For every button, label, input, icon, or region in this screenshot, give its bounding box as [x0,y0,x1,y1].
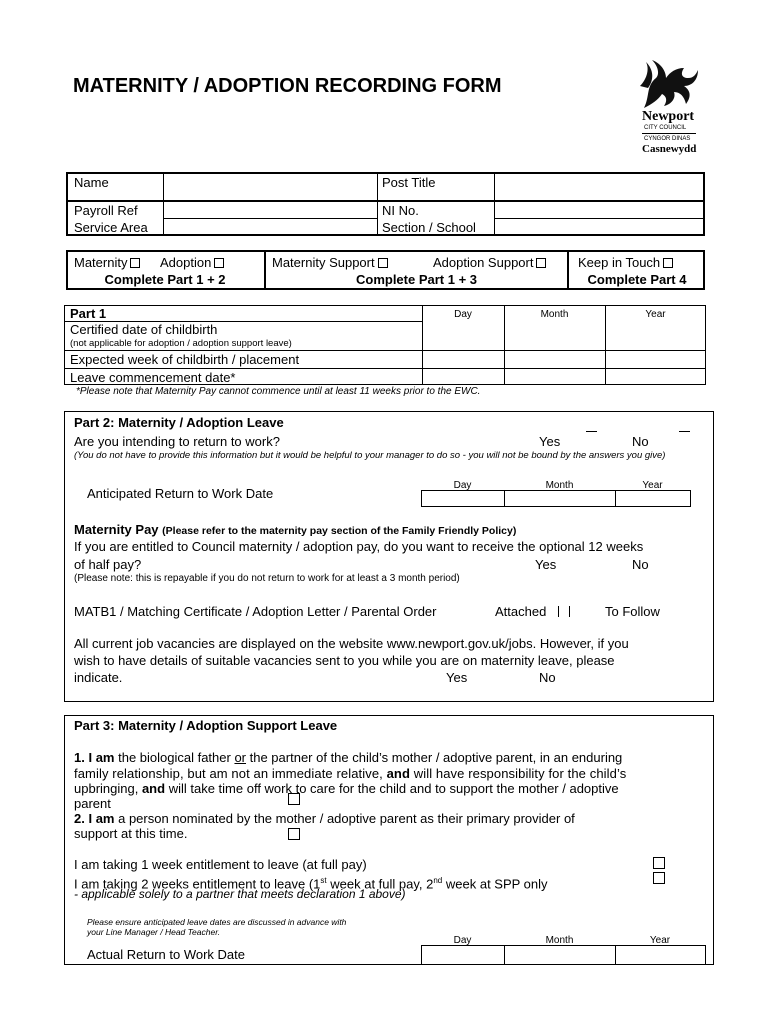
payroll-field[interactable] [165,203,375,217]
vacancies-line3: indicate. [74,670,123,685]
part1-table [64,305,706,385]
certified-year-field[interactable] [606,322,706,350]
anticipated-date-field[interactable] [421,490,691,507]
declaration1-line4: parent [74,796,111,811]
option-note: - applicable solely to a partner that meets declaration 1 above) [74,887,406,901]
return-no-label: No [632,434,649,449]
maternity-option[interactable] [74,255,140,270]
name-field[interactable] [165,174,375,199]
part1-note: *Please note that Maternity Pay cannot commence until at least 11 weeks prior to the EWC. [76,386,481,397]
d1-line3-b: will take time off work to care for the child and to support the mother / adoptive [165,781,619,796]
logo-name: Newport [642,109,695,124]
d1-text-b: the partner of the child’s mother / adoptive parent, in an enduring [246,750,623,765]
logo-line4: Casnewydd [642,143,697,155]
declaration1-line3 [74,781,619,796]
option1-label: I am taking 1 week entitlement to leave (at full pay) [74,857,367,872]
pay-yes-label: Yes [535,557,557,572]
d1-text-a: the biological father [114,750,235,765]
complete-12-label: Complete Part 1 + 2 [104,272,226,287]
service-area-label: Service Area [74,220,148,235]
anticipated-year-header: Year [642,480,663,491]
d1-line2-b: will have responsibility for the child’s [410,766,627,781]
d1-iam: I am [88,750,115,765]
d1-line3-a: upbringing, [74,781,142,796]
leave-type-table [66,250,705,290]
adoption-support-option[interactable] [433,255,546,270]
d2-text-a: a person nominated by the mother / adoptive parent as their primary provider of [114,811,575,826]
declaration2-line2: support at this time. [74,826,188,841]
certified-month-field[interactable] [505,322,605,350]
option1-checkbox[interactable] [653,857,665,869]
pay-question-line2: of half pay? [74,557,142,572]
adoption-label: Adoption [160,255,212,270]
pay-no-label: No [632,557,649,572]
opt2-b: week at full pay, 2 [326,876,434,892]
section-label: Section / School [382,220,476,235]
anticipated-label: Anticipated Return to Work Date [87,486,274,501]
complete-13-label: Complete Part 1 + 3 [355,272,478,287]
keep-in-touch-label: Keep in Touch [578,255,661,270]
vacancies-yes-label: Yes [446,670,468,685]
newport-logo [636,56,702,158]
option2-checkbox[interactable] [653,872,665,884]
complete-4-label: Complete Part 4 [587,272,687,287]
logo-line3: CYNGOR DINAS [644,136,691,142]
maternity-support-option[interactable] [272,255,388,270]
part1-month-header: Month [540,309,569,320]
discuss-line2: your Line Manager / Head Teacher. [87,927,221,937]
matb1-label: MATB1 / Matching Certificate / Adoption Letter / Parental Order [74,604,437,619]
adoption-checkbox[interactable] [214,258,224,268]
d1-line2-a: family relationship, but am not an immediate relative, [74,766,387,781]
certified-note: (not applicable for adoption / adoption support leave) [70,338,292,349]
part1-title: Part 1 [70,306,107,321]
logo-line2: CITY COUNCIL [644,125,687,131]
part1-year-header: Year [645,309,666,320]
attached-checkbox[interactable] [558,606,570,617]
declaration2-checkbox[interactable] [288,828,300,840]
keep-in-touch-option[interactable] [578,255,673,270]
details-table [66,172,705,236]
maternity-pay-title: Maternity Pay [74,522,159,537]
attached-label: Attached [495,604,547,619]
service-area-field[interactable] [165,220,375,234]
adoption-option[interactable] [160,255,224,270]
maternity-support-checkbox[interactable] [378,258,388,268]
d1-number: 1. [74,750,89,765]
expected-label: Expected week of childbirth / placement [70,352,300,367]
maternity-pay-heading [74,522,516,537]
ni-label: NI No. [382,203,419,218]
adoption-support-checkbox[interactable] [536,258,546,268]
maternity-support-label: Maternity Support [272,255,375,270]
page-title: MATERNITY / ADOPTION RECORDING FORM [73,75,502,97]
return-no-checkbox[interactable] [679,431,690,442]
d2-number: 2. [74,811,89,826]
part2-title: Part 2: Maternity / Adoption Leave [74,415,284,430]
actual-month-header: Month [545,935,574,946]
actual-day-header: Day [453,935,472,946]
leave-start-label: Leave commencement date* [70,370,236,385]
vacancies-line1: All current job vacancies are displayed on the website www.newport.gov.uk/jobs. However, if you [74,636,629,651]
opt2-nd: nd [433,876,443,885]
certified-day-field[interactable] [423,322,504,350]
d1-and2: and [141,781,166,796]
dragon-icon [636,56,702,110]
declaration1-checkbox[interactable] [288,793,300,805]
pay-note: (Please note: this is repayable if you do not return to work for at least a 3 month period) [74,573,460,584]
declaration2-line1 [74,811,575,826]
to-follow-label: To Follow [605,604,660,619]
maternity-label: Maternity [74,255,128,270]
opt2-st: st [320,876,327,885]
declaration1-line1 [74,750,622,765]
return-question: Are you intending to return to work? [74,434,280,449]
maternity-pay-ref: (Please refer to the maternity pay section of the Family Friendly Policy) [162,525,517,537]
actual-return-date-field[interactable] [421,945,706,965]
post-title-label: Post Title [382,175,436,190]
return-yes-checkbox[interactable] [586,431,597,442]
d2-iam: I am [88,811,115,826]
adoption-support-label: Adoption Support [433,255,534,270]
payroll-label: Payroll Ref [74,203,138,218]
pay-question-line1: If you are entitled to Council maternity / adoption pay, do you want to receive the optional 12 weeks [74,539,644,554]
declaration1-line2 [74,766,708,781]
name-label: Name [74,175,109,190]
opt2-c: week at SPP only [442,876,548,892]
vacancies-no-label: No [539,670,556,685]
ni-field[interactable] [496,203,703,217]
opt2-a: I am taking 2 weeks entitlement to leave (1 [74,876,321,892]
return-note: (You do not have to provide this information but it would be helpful to your manager to do so - you will not be bound by the answers you give) [74,450,666,461]
part3-title: Part 3: Maternity / Adoption Support Leave [74,718,338,733]
d1-or: or [234,750,247,765]
actual-return-label: Actual Return to Work Date [87,947,245,962]
maternity-checkbox[interactable] [130,258,140,268]
actual-year-header: Year [649,935,671,946]
section-field[interactable] [496,220,703,234]
discuss-line1: Please ensure anticipated leave dates are discussed in advance with [87,917,347,927]
post-title-field[interactable] [496,174,703,199]
vacancies-line2: wish to have details of suitable vacancies sent to you while you are on maternity leave, please [74,653,615,668]
anticipated-month-header: Month [545,480,574,491]
anticipated-day-header: Day [453,480,472,491]
keep-in-touch-checkbox[interactable] [663,258,673,268]
d1-and1: and [386,766,411,781]
certified-label: Certified date of childbirth [70,322,218,337]
return-yes-label: Yes [539,434,561,449]
part1-day-header: Day [454,309,472,320]
